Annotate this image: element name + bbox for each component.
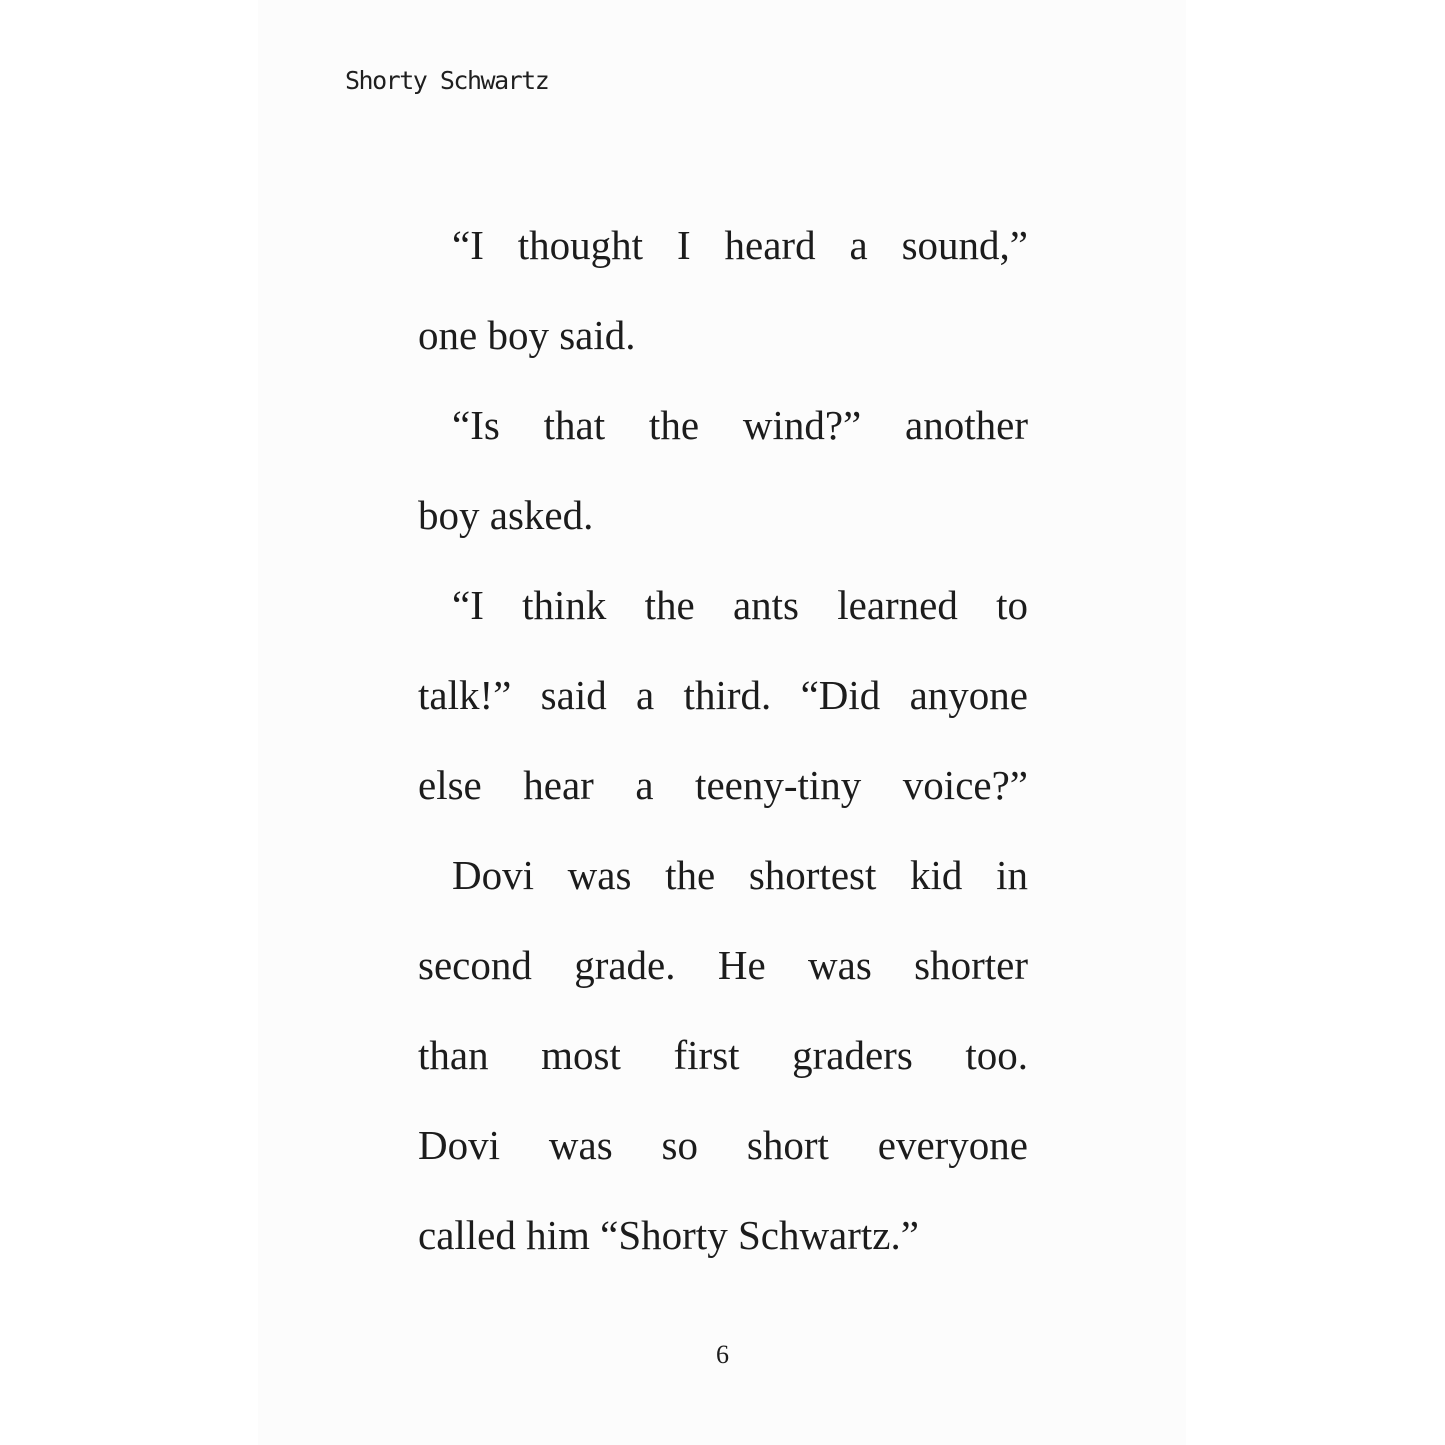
text-line: one boy said. (418, 312, 636, 358)
text-line: boy asked. (418, 492, 594, 538)
body-text (418, 200, 1028, 1280)
text-line: second grade. He was shorter (418, 942, 1028, 988)
text-line: Dovi was so short everyone (418, 1122, 1028, 1168)
running-header: Shorty Schwartz (345, 66, 549, 95)
text-line: Dovi was the shortest kid in (452, 852, 1028, 898)
text-line: called him “Shorty Schwartz.” (418, 1212, 919, 1258)
text-line: “I thought I heard a sound,” (452, 222, 1028, 268)
text-line: talk!” said a third. “Did anyone (418, 672, 1028, 718)
text-line: else hear a teeny-tiny voice?” (418, 762, 1028, 808)
text-line: “Is that the wind?” another (452, 402, 1028, 448)
text-line: “I think the ants learned to (452, 582, 1028, 628)
text-line: than most first graders too. (418, 1032, 1028, 1078)
page-number: 6 (716, 1340, 729, 1369)
